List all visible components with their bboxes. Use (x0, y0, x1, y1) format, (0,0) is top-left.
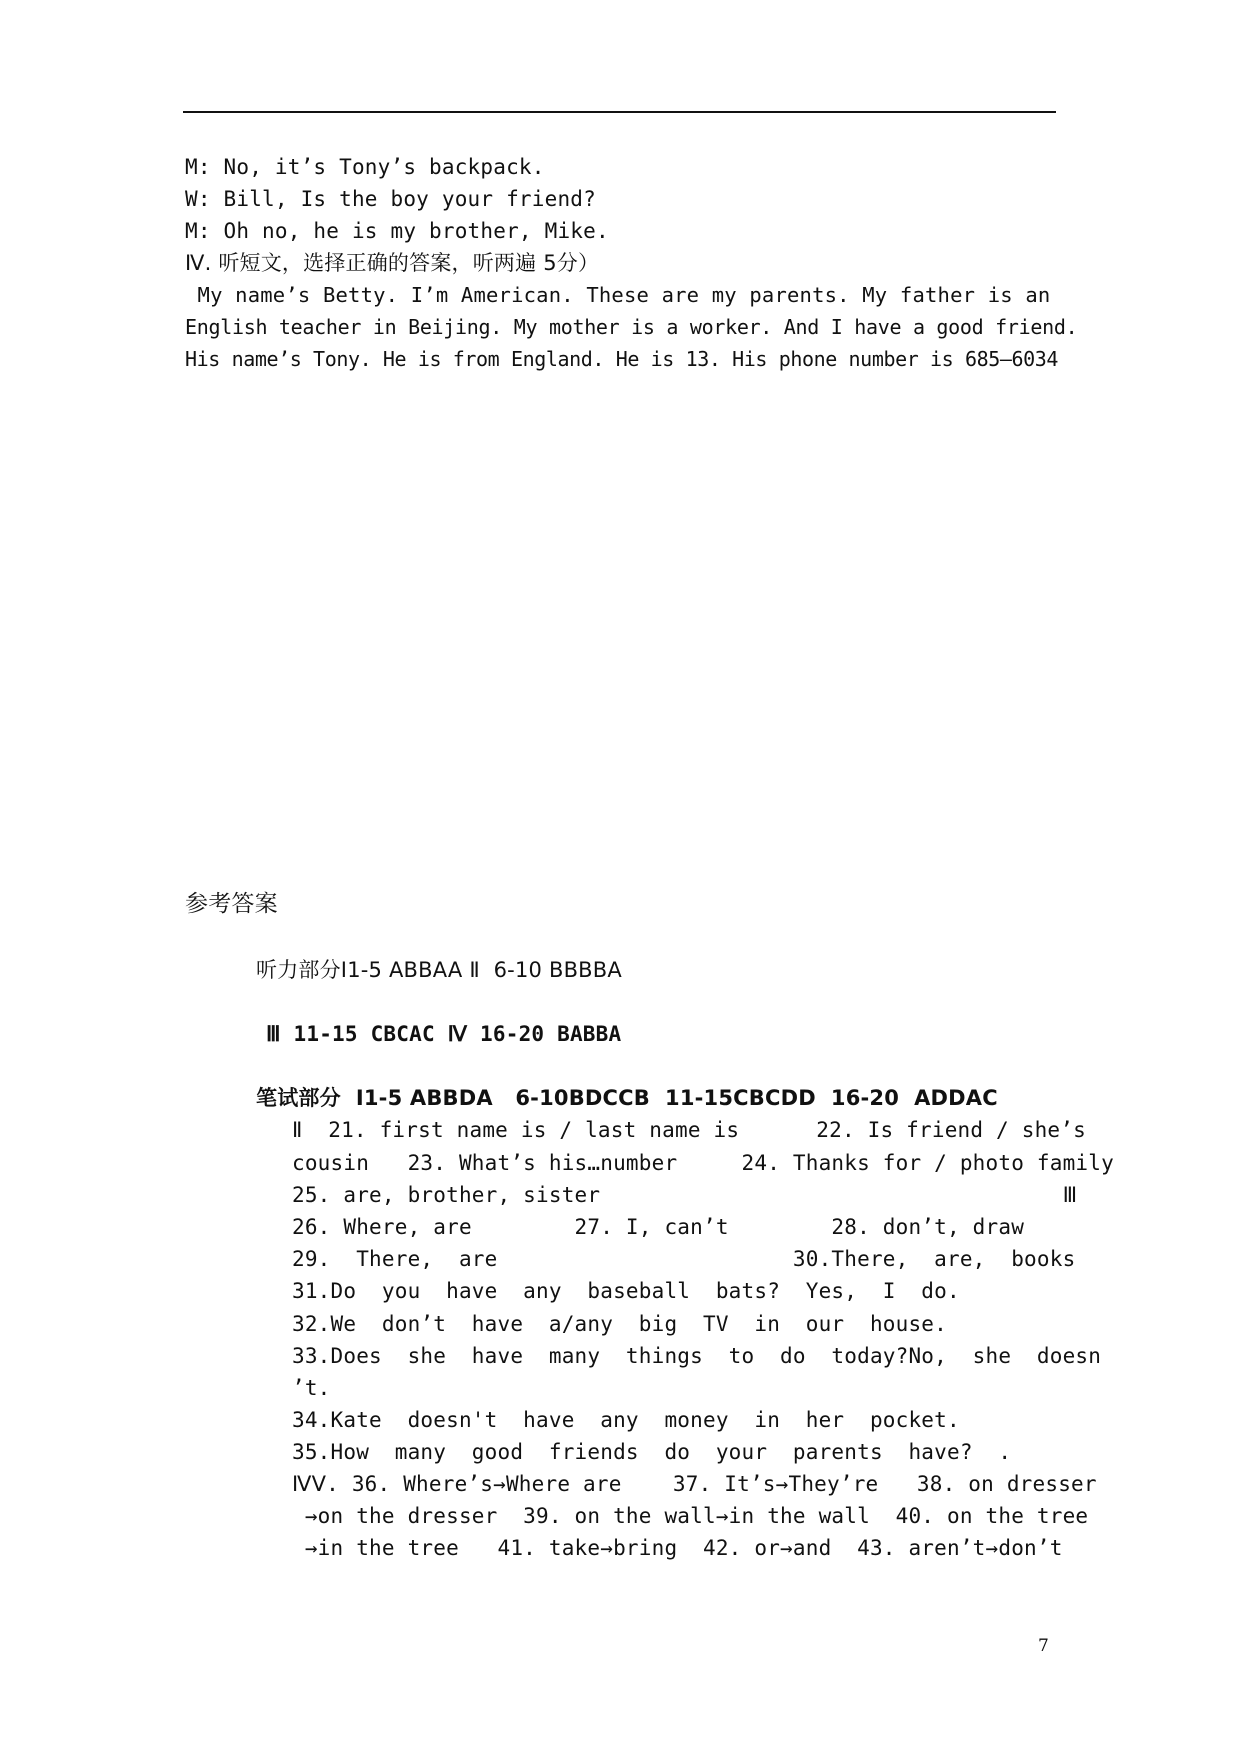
transcript-line: My name’s Betty. I’m American. These are my parents. My father is an (185, 283, 1051, 307)
transcript-line: M: No, it’s Tony’s backpack. (185, 155, 545, 179)
answer-line: 32.We don’t have a/any big TV in our house. (292, 1312, 947, 1336)
transcript-line: M: Oh no, he is my brother, Mike. (185, 219, 609, 243)
answer-line: 25. are, brother, sister Ⅲ (292, 1183, 1078, 1207)
listening-answers-2: Ⅲ 11-15 CBCAC Ⅳ 16-20 BABBA (266, 1022, 622, 1046)
answer-line: 35.How many good friends do your parents have? . (292, 1440, 1012, 1464)
answer-key-heading: 参考答案 (185, 891, 278, 917)
answer-line: →in the tree 41. take→bring 42. or→and 43. aren’t→don’t (292, 1536, 1063, 1560)
answer-line: ⅣⅤ. 36. Where’s→Where are 37. It’s→They’re 38. on dresser (292, 1472, 1097, 1496)
transcript-line: English teacher in Beijing. My mother is a worker. And I have a good friend. (185, 315, 1078, 339)
listening-answers-1: 听力部分Ⅰ1-5 ABBAA Ⅱ 6-10 BBBBA (256, 958, 622, 982)
header-rule (183, 111, 1056, 113)
answer-line: Ⅱ 21. first name is / last name is 22. Is friend / she’s (292, 1118, 1086, 1142)
answer-line: 34.Kate doesn't have any money in her pocket. (292, 1408, 960, 1432)
transcript-line: His name’s Tony. He is from England. He is 13. His phone number is 685—6034 (185, 347, 1059, 371)
answer-line: 26. Where, are 27. I, can’t 28. don’t, draw (292, 1215, 1025, 1239)
answer-line: ’t. (292, 1376, 331, 1400)
answer-line: →on the dresser 39. on the wall→in the wall 40. on the tree (292, 1504, 1089, 1528)
written-answers: 笔试部分 Ⅰ1-5 ABBDA 6-10BDCCB 11-15CBCDD 16-20 ADDAC (256, 1086, 998, 1110)
transcript-line: W: Bill, Is the boy your friend? (185, 187, 596, 211)
answer-line: 33.Does she have many things to do today?No, she doesn (292, 1344, 1102, 1368)
answer-line: 29. There, are 30.There, are, books (292, 1247, 1076, 1271)
answer-line: cousin 23. What’s his…number 24. Thanks for / photo family (292, 1151, 1114, 1175)
section-heading: Ⅳ. 听短文，选择正确的答案，听两遍 5分） (185, 251, 600, 275)
answer-line: 31.Do you have any baseball bats? Yes, I do. (292, 1279, 960, 1303)
page-number: 7 (1038, 1636, 1049, 1656)
